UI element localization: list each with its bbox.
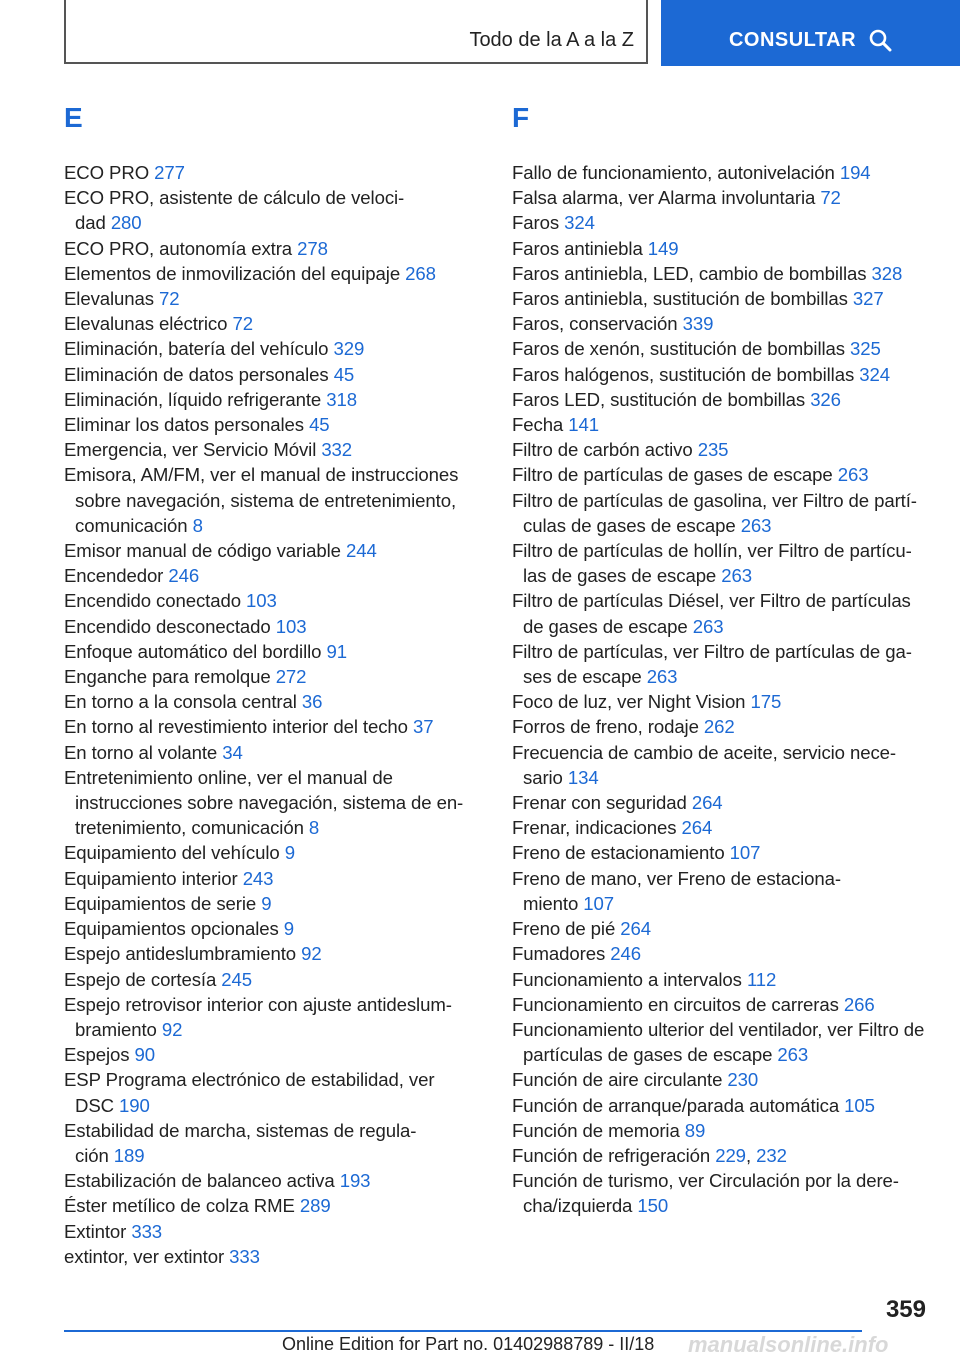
page-reference-link[interactable]: 264 xyxy=(681,817,713,839)
index-entry xyxy=(512,815,932,840)
index-entry-term: En torno a la consola central xyxy=(64,691,297,713)
page-reference-link[interactable]: 230 xyxy=(727,1069,759,1091)
page-reference-link[interactable]: 244 xyxy=(345,540,377,562)
page-reference-link[interactable]: 263 xyxy=(646,666,678,688)
page-reference-link[interactable]: 190 xyxy=(119,1094,150,1116)
page-reference-link[interactable]: 264 xyxy=(691,792,723,814)
index-entry-term: extintor, ver extintor xyxy=(64,1245,225,1267)
index-column-e xyxy=(64,100,484,1269)
index-entry xyxy=(512,1017,932,1067)
index-entry-term: ECO PRO, asistente de cálculo de veloci‐ xyxy=(64,187,405,209)
index-entry-term: Elementos de inmovilización del equipaje xyxy=(64,262,401,284)
page-reference-link[interactable]: 45 xyxy=(309,414,330,436)
index-entry xyxy=(512,1067,932,1092)
page-reference-link[interactable]: 189 xyxy=(113,1144,145,1166)
page-reference-link[interactable]: 90 xyxy=(134,1044,156,1066)
edition-note: Online Edition for Part no. 01402988789 - II/18 xyxy=(282,1334,655,1354)
page-reference-link[interactable]: 193 xyxy=(339,1170,371,1192)
index-entry xyxy=(512,639,932,689)
index-entry xyxy=(512,790,932,815)
index-entry-term: ses de escape xyxy=(523,666,642,688)
page-reference-link[interactable]: 339 xyxy=(682,313,714,335)
index-entry-term: ción xyxy=(75,1144,109,1166)
index-entry-term: dad xyxy=(75,212,106,234)
page-reference-link[interactable]: 72 xyxy=(820,187,841,209)
index-entry-term: Faros halógenos, sustitución de bombillas xyxy=(512,363,855,385)
page-reference-link[interactable]: 72 xyxy=(159,288,180,310)
page-reference-link[interactable]: 9 xyxy=(261,892,272,914)
index-entry xyxy=(512,1168,932,1218)
index-entry-term: Estabilización de balanceo activa xyxy=(64,1170,335,1192)
index-entry xyxy=(512,210,932,235)
page-reference-link[interactable]: 289 xyxy=(299,1195,331,1217)
page-reference-link[interactable]: 262 xyxy=(703,716,735,738)
index-entry xyxy=(64,891,484,916)
index-entry-term: Funcionamiento a intervalos xyxy=(512,968,742,990)
index-entry-term: Frenar con seguridad xyxy=(512,792,687,814)
page-reference-link[interactable]: 333 xyxy=(131,1220,163,1242)
index-entry-term: En torno al revestimiento interior del techo xyxy=(64,716,408,738)
index-entry-list xyxy=(64,160,484,1269)
index-entry xyxy=(512,916,932,941)
index-entry xyxy=(64,1042,484,1067)
index-entry-term: Falsa alarma, ver Alarma involuntaria xyxy=(512,187,816,209)
index-entry xyxy=(64,840,484,865)
index-entry-term: Encendedor xyxy=(64,565,164,587)
index-entry-term: Filtro de carbón activo xyxy=(512,439,693,461)
page-reference-link[interactable]: 246 xyxy=(168,565,200,587)
index-entry xyxy=(512,538,932,588)
index-entry xyxy=(64,563,484,588)
index-entry xyxy=(64,362,484,387)
index-entry xyxy=(64,740,484,765)
page-reference-link[interactable]: 149 xyxy=(647,237,679,259)
index-entry xyxy=(512,160,932,185)
index-entry xyxy=(512,311,932,336)
page-reference-link[interactable]: 103 xyxy=(275,615,307,637)
index-column-f xyxy=(512,100,932,1219)
search-icon xyxy=(868,28,892,52)
index-entry xyxy=(512,714,932,739)
index-entry-term: Equipamientos opcionales xyxy=(64,918,279,940)
index-entry-term: ECO PRO xyxy=(64,162,150,183)
index-entry-term: Emisora, AM/FM, ver el manual de instrucciones sobre navegación, sistema de entretenimiento, comunicación xyxy=(64,464,459,536)
index-entry xyxy=(512,488,932,538)
index-entry-term: Espejo retrovisor interior con ajuste antideslum‐ xyxy=(64,993,452,1015)
index-entry xyxy=(512,1118,932,1143)
index-entry xyxy=(64,236,484,261)
page-reference-link[interactable]: 325 xyxy=(850,338,881,360)
index-entry xyxy=(64,689,484,714)
index-entry xyxy=(512,462,932,487)
page-reference-link[interactable]: 318 xyxy=(326,388,357,410)
index-entry-term: Filtro de partículas de hollín, ver Filtro de partícu‐ xyxy=(512,540,912,562)
index-entry-term: Frenar, indicaciones xyxy=(512,817,677,839)
consult-button[interactable] xyxy=(661,0,960,66)
index-entry-term: Filtro de partículas de gases de escape xyxy=(512,464,833,486)
index-entry-term: Encendido conectado xyxy=(64,590,241,612)
page-reference-link[interactable]: 92 xyxy=(301,943,322,965)
index-entry-term: Eliminación de datos personales xyxy=(64,363,329,385)
index-entry-term: Fallo de funcionamiento, autonivelación xyxy=(512,162,835,183)
index-entry-term: culas de gases de escape xyxy=(523,514,736,536)
page-reference-link[interactable]: 332 xyxy=(321,439,353,461)
index-entry-term: miento xyxy=(523,892,579,914)
index-entry-term: Entretenimiento online, ver el manual de instrucciones sobre navegación, sistema de en‐ xyxy=(64,766,464,814)
index-entry-term: Funcionamiento en circuitos de carreras xyxy=(512,993,839,1015)
page-reference-link[interactable]: 263 xyxy=(692,615,724,637)
index-entry-term: Éster metílico de colza RME xyxy=(64,1195,295,1217)
index-entry-term: Eliminación, batería del vehículo xyxy=(64,338,329,360)
index-entry xyxy=(64,866,484,891)
index-entry xyxy=(512,740,932,790)
index-entry-term: Extintor xyxy=(64,1220,127,1242)
page-reference-link[interactable]: 89 xyxy=(684,1119,706,1141)
page-reference-link[interactable]: 91 xyxy=(326,640,347,662)
index-entry-term: Estabilidad de marcha, sistemas de regula‐ xyxy=(64,1119,417,1141)
index-entry-term: ECO PRO, autonomía extra xyxy=(64,237,293,259)
index-entry-term: Fecha xyxy=(512,414,564,436)
page-reference-link[interactable]: 329 xyxy=(333,338,365,360)
index-entry-term: Función de aire circulante xyxy=(512,1069,723,1091)
page-reference-link[interactable]: 235 xyxy=(697,439,729,461)
page-reference-link[interactable]: 8 xyxy=(192,514,203,536)
index-entry xyxy=(512,689,932,714)
index-entry xyxy=(512,866,932,916)
index-entry-term: Enfoque automático del bordillo xyxy=(64,640,322,662)
index-entry xyxy=(64,1219,484,1244)
index-entry-term: Faros antiniebla, sustitución de bombillas xyxy=(512,288,848,310)
page-reference-link[interactable]: 328 xyxy=(871,262,903,284)
index-entry-term: DSC xyxy=(75,1094,114,1116)
index-entry-term: Función de memoria xyxy=(512,1119,680,1141)
index-entry xyxy=(64,185,484,235)
index-entry xyxy=(64,1118,484,1168)
index-entry-term: Frecuencia de cambio de aceite, servicio nece‐ xyxy=(512,741,896,763)
index-entry-list xyxy=(512,160,932,1219)
index-entry-term: Elevalunas xyxy=(64,288,154,310)
index-entry-term: Faros de xenón, sustitución de bombillas xyxy=(512,338,845,360)
index-entry-term: Elevalunas eléctrico xyxy=(64,313,228,335)
page-reference-link[interactable]: 45 xyxy=(333,363,355,385)
page-reference-link[interactable]: 327 xyxy=(852,288,884,310)
index-entry xyxy=(64,160,484,185)
index-entry xyxy=(64,1168,484,1193)
index-entry xyxy=(64,992,484,1042)
index-entry-term: bramiento xyxy=(75,1018,157,1040)
page-reference-link[interactable]: 263 xyxy=(740,514,772,536)
page-reference-link[interactable]: 277 xyxy=(154,162,185,183)
page-reference-link[interactable]: 194 xyxy=(839,162,871,183)
index-entry-term: tretenimiento, comunicación xyxy=(75,817,304,839)
index-tab-label: Todo de la A a la Z xyxy=(469,29,634,51)
index-entry-term: cha/izquierda xyxy=(523,1195,633,1217)
index-entry-term: Faros, conservación xyxy=(512,313,678,335)
index-entry xyxy=(512,236,932,261)
page-reference-link[interactable]: 280 xyxy=(110,212,142,234)
index-entry-term: Filtro de partículas, ver Filtro de partículas de ga‐ xyxy=(512,640,912,662)
watermark: manualsonline.info xyxy=(688,1332,889,1357)
page-reference-link[interactable]: 245 xyxy=(221,968,253,990)
index-entry xyxy=(64,286,484,311)
page-reference-link[interactable]: 243 xyxy=(242,867,274,889)
page-reference-link[interactable]: 105 xyxy=(844,1094,875,1116)
index-entry-term: Foco de luz, ver Night Vision xyxy=(512,691,746,713)
page-reference-link[interactable]: 229 xyxy=(715,1144,746,1166)
index-entry-term: sario xyxy=(523,766,563,788)
index-entry-term: Forros de freno, rodaje xyxy=(512,716,699,738)
page-reference-link[interactable]: 141 xyxy=(568,414,599,436)
index-entry-term: Equipamiento del vehículo xyxy=(64,842,280,864)
page-reference-link[interactable]: 278 xyxy=(297,237,328,259)
page-reference-link[interactable]: 34 xyxy=(222,741,243,763)
index-entry xyxy=(64,1244,484,1269)
index-entry xyxy=(64,462,484,538)
page-reference-link[interactable]: 232 xyxy=(756,1144,787,1166)
index-entry-term: ESP Programa electrónico de estabilidad, ver xyxy=(64,1069,435,1091)
index-entry-term: Faros antiniebla xyxy=(512,237,643,259)
page-reference-link[interactable]: 134 xyxy=(567,766,599,788)
page-reference-link[interactable]: 266 xyxy=(843,993,875,1015)
index-entry xyxy=(512,437,932,462)
index-entry-term: Faros antiniebla, LED, cambio de bombillas xyxy=(512,262,867,284)
section-letter-f: F xyxy=(512,102,530,133)
page-reference-link[interactable]: 175 xyxy=(750,691,782,713)
index-entry xyxy=(512,992,932,1017)
page-reference-link[interactable]: 263 xyxy=(721,565,752,587)
index-entry xyxy=(64,437,484,462)
page-reference-link[interactable]: 324 xyxy=(564,212,595,234)
index-entry xyxy=(64,261,484,286)
page-reference-link[interactable]: 9 xyxy=(284,842,295,864)
index-entry-term: Emergencia, ver Servicio Móvil xyxy=(64,439,317,461)
index-entry xyxy=(512,967,932,992)
index-entry xyxy=(512,412,932,437)
index-entry xyxy=(512,362,932,387)
index-entry xyxy=(64,588,484,613)
index-entry xyxy=(512,185,932,210)
index-entry xyxy=(64,538,484,563)
index-entry xyxy=(64,412,484,437)
index-entry xyxy=(512,1093,932,1118)
index-entry-term: Espejos xyxy=(64,1044,130,1066)
index-entry-term: Filtro de partículas de gasolina, ver Filtro de partí‐ xyxy=(512,489,917,511)
page-reference-link[interactable]: 36 xyxy=(301,691,323,713)
index-entry-term: Emisor manual de código variable xyxy=(64,540,341,562)
index-entry xyxy=(64,614,484,639)
page-number: 359 xyxy=(885,1296,926,1323)
index-entry xyxy=(64,1067,484,1117)
index-entry-term: Espejo antideslumbramiento xyxy=(64,943,297,965)
index-entry xyxy=(64,916,484,941)
index-entry xyxy=(512,261,932,286)
index-entry-term: Función de turismo, ver Circulación por la dere‐ xyxy=(512,1170,899,1192)
index-entry xyxy=(64,336,484,361)
index-entry-term: Faros xyxy=(512,212,560,234)
page-reference-link[interactable]: 8 xyxy=(308,817,320,839)
index-entry-term: Freno de estacionamiento xyxy=(512,842,725,864)
index-entry-term: Espejo de cortesía xyxy=(64,968,217,990)
index-entry-term: Freno de mano, ver Freno de estaciona‐ xyxy=(512,867,841,889)
index-entry xyxy=(512,336,932,361)
index-entry-term: las de gases de escape xyxy=(523,565,717,587)
index-entry xyxy=(512,286,932,311)
index-entry xyxy=(64,967,484,992)
page-reference-link[interactable]: 268 xyxy=(405,262,436,284)
page-reference-link[interactable]: 272 xyxy=(275,666,307,688)
page-reference-link[interactable]: 246 xyxy=(610,943,641,965)
index-entry-term: Equipamientos de serie xyxy=(64,892,257,914)
index-entry-term: Funcionamiento ulterior del ventilador, ver Filtro de partículas de gases de escape xyxy=(512,1018,925,1066)
page-reference-link[interactable]: 107 xyxy=(729,842,761,864)
index-entry xyxy=(64,639,484,664)
page-reference-link[interactable]: 107 xyxy=(583,892,615,914)
index-entry-term: Eliminación, líquido refrigerante xyxy=(64,388,322,410)
page-reference-link[interactable]: 92 xyxy=(161,1018,183,1040)
index-entry xyxy=(64,311,484,336)
index-entry-term: Eliminar los datos personales xyxy=(64,414,304,436)
page-reference-link[interactable]: 263 xyxy=(777,1044,809,1066)
index-entry xyxy=(64,387,484,412)
index-entry: Función de refrigeración 229, 232 xyxy=(512,1144,787,1166)
index-entry-term: Equipamiento interior xyxy=(64,867,238,889)
index-entry xyxy=(64,714,484,739)
section-letter-e: E xyxy=(64,102,83,133)
page-reference-link[interactable]: 37 xyxy=(412,716,434,738)
index-entry-term: Encendido desconectado xyxy=(64,615,271,637)
index-entry-term: Función de refrigeración xyxy=(512,1144,711,1166)
page-reference-link[interactable]: 324 xyxy=(859,363,890,385)
index-entry xyxy=(512,588,932,638)
index-entry xyxy=(512,941,932,966)
page-reference-link[interactable]: 72 xyxy=(232,313,253,335)
page-reference-link[interactable]: 263 xyxy=(837,464,869,486)
index-entry xyxy=(512,387,932,412)
index-entry-term: Faros LED, sustitución de bombillas xyxy=(512,388,806,410)
index-entry-term: Freno de pié xyxy=(512,918,616,940)
page-reference-link[interactable]: 9 xyxy=(283,918,294,940)
index-entry-term: Fumadores xyxy=(512,943,606,965)
top-navigation-bar xyxy=(0,0,960,68)
index-entry xyxy=(64,941,484,966)
index-entry xyxy=(512,840,932,865)
page-reference-link[interactable]: 326 xyxy=(810,388,841,410)
index-entry xyxy=(64,765,484,841)
consult-label: CONSULTAR xyxy=(728,28,857,51)
index-entry-term: Filtro de partículas Diésel, ver Filtro de partículas de gases de escape xyxy=(512,590,911,637)
index-entry-term: En torno al volante xyxy=(64,741,218,763)
page-reference-link[interactable]: 333 xyxy=(229,1245,260,1267)
page-reference-link[interactable]: 150 xyxy=(637,1195,669,1217)
index-entry-term: Función de arranque/parada automática xyxy=(512,1094,840,1116)
page-reference-link[interactable]: 103 xyxy=(246,590,277,612)
index-tab[interactable] xyxy=(64,0,648,64)
index-entry xyxy=(64,664,484,689)
index-entry-term: Enganche para remolque xyxy=(64,666,271,688)
index-entry xyxy=(64,1193,484,1218)
page-reference-link[interactable]: 112 xyxy=(746,968,777,990)
page-reference-link[interactable]: 264 xyxy=(620,918,652,940)
